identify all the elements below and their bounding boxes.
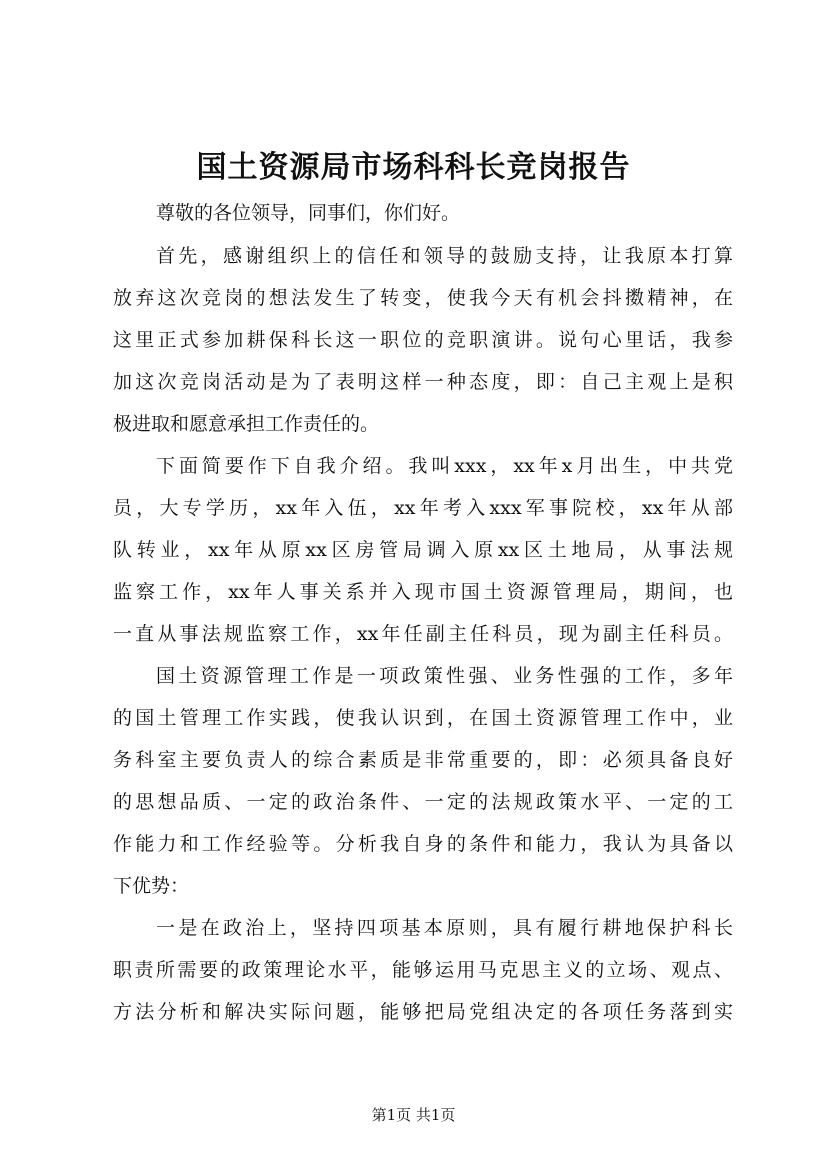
text-line: 加这次竞岗活动是为了表明这样一种态度，即：自己主观上是积 bbox=[113, 371, 733, 393]
text-line: 职责所需要的政策理论水平，能够运用马克思主义的立场、观点、 bbox=[113, 959, 733, 981]
text-line: 员，大专学历，xx年入伍，xx年考入xxx军事院校，xx年从部 bbox=[113, 497, 733, 519]
text-line: 国土资源管理工作是一项政策性强、业务性强的工作，多年 bbox=[156, 665, 733, 687]
text-line: 的国土管理工作实践，使我认识到，在国土资源管理工作中，业 bbox=[113, 707, 733, 729]
page-number: 第1页 共1页 bbox=[371, 1106, 456, 1124]
text-line: 队转业，xx年从原xx区房管局调入原xx区土地局，从事法规 bbox=[113, 539, 733, 561]
text-line: 监察工作，xx年人事关系并入现市国土资源管理局，期间，也 bbox=[113, 581, 733, 603]
text-line: 一是在政治上，坚持四项基本原则，具有履行耕地保护科长 bbox=[156, 917, 733, 939]
text-line: 首先，感谢组织上的信任和领导的鼓励支持，让我原本打算 bbox=[156, 245, 733, 267]
text-line: 尊敬的各位领导，同事们，你们好。 bbox=[156, 202, 461, 224]
text-line: 作能力和工作经验等。分析我自身的条件和能力，我认为具备以 bbox=[113, 833, 733, 855]
document-title: 国土资源局市场科科长竞岗报告 bbox=[196, 150, 631, 185]
text-line: 极进取和愿意承担工作责任的。 bbox=[113, 413, 380, 435]
text-line: 方法分析和解决实际问题，能够把局党组决定的各项任务落到实 bbox=[113, 1001, 733, 1023]
text-line: 务科室主要负责人的综合素质是非常重要的，即：必须具备良好 bbox=[113, 749, 733, 771]
text-line: 这里正式参加耕保科长这一职位的竞职演讲。说句心里话，我参 bbox=[113, 329, 733, 351]
text-line: 下优势： bbox=[113, 875, 190, 897]
text-line: 下面简要作下自我介绍。我叫xxx，xx年x月出生，中共党 bbox=[156, 455, 733, 477]
text-line: 一直从事法规监察工作，xx年任副主任科员，现为副主任科员。 bbox=[113, 623, 733, 645]
text-line: 的思想品质、一定的政治条件、一定的法规政策水平、一定的工 bbox=[113, 791, 733, 813]
text-line: 放弃这次竞岗的想法发生了转变，使我今天有机会抖擞精神，在 bbox=[113, 287, 733, 309]
